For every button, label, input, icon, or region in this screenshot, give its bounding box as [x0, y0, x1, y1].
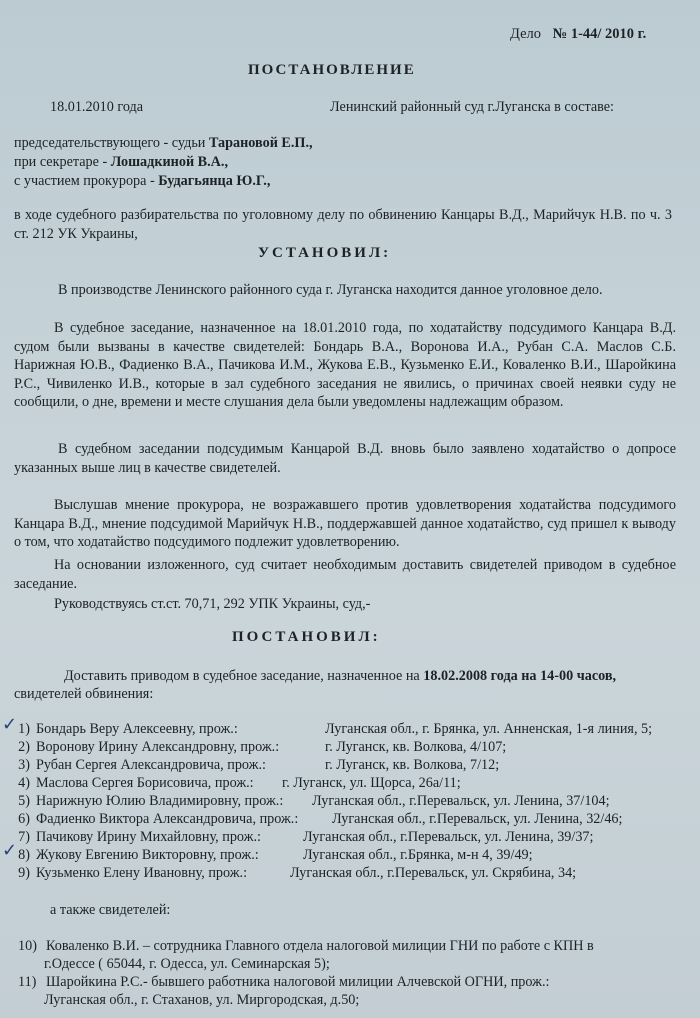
document-date: 18.01.2010 года: [50, 99, 144, 115]
list-item: 3) Рубан Сергея Александровича, прож.: г. Луганск, кв. Волкова, 7/12;: [18, 757, 500, 773]
secretary-name: Лошадкиной В.А.,: [110, 154, 229, 170]
ruling-intro: Доставить приводом в судебное заседание, назначенное на: [64, 668, 420, 684]
handwritten-check-icon: ✓: [2, 840, 18, 861]
prosecutor-name: Будагьянца Ю.Г.,: [158, 173, 271, 189]
list-item: 6) Фадиенко Виктора Александровича, прож.: Луганская обл., г.Перевальск, ул. Ленина, 32/46;: [18, 811, 623, 827]
list-item: 9) Кузьменко Елену Ивановну, прож.: Луганская обл., г.Перевальск, ул. Скрябина, 34;: [18, 865, 577, 881]
ruling-line-2: свидетелей обвинения:: [14, 686, 154, 702]
list-item: 2) Воронову Ирину Александровну, прож.: г. Луганск, кв. Волкова, 4/107;: [18, 739, 507, 755]
also-label: а также свидетелей:: [50, 902, 171, 918]
prosecutor-prefix: с участием прокурора -: [14, 173, 155, 189]
list-item-continuation: Луганская обл., г. Стаханов, ул. Миргородская, д.50;: [44, 992, 360, 1008]
established-heading: УСТАНОВИЛ:: [258, 245, 392, 261]
handwritten-check-icon: ✓: [2, 714, 18, 735]
list-item: 7) Пачикову Ирину Михайловну, прож.: Луганская обл., г.Перевальск, ул. Ленина, 39/37;: [18, 829, 594, 845]
case-label: Дело: [510, 26, 541, 42]
ruling-line-1: [64, 668, 616, 685]
paragraph-6: Руководствуясь ст.ст. 70,71, 292 УПК Украины, суд,-: [54, 596, 371, 612]
paragraph-4: [14, 496, 676, 552]
list-item: 4) Маслова Сергея Борисовича, прож.: г. Луганск, ул. Щорса, 26а/11;: [18, 775, 461, 791]
paragraph-2: [14, 319, 676, 412]
document-title: ПОСТАНОВЛЕНИЕ: [248, 62, 416, 78]
ruled-heading: ПОСТАНОВИЛ:: [232, 629, 381, 645]
secretary-line: [14, 154, 228, 171]
paragraph-4-text: Выслушав мнение прокурора, не возражавшего против удовлетворения ходатайства подсудимого Канцара В.Д., мнение подсудимой Марийчук Н.В., поддержавшей данное ходатайство, суд пришел к выводу о том, что ходатайство подсудимого подлежит удовлетворению.: [14, 497, 676, 551]
list-item: 1) Бондарь Веру Алексеевну, прож.: Луганская обл., г. Брянка, ул. Анненская, 1-я линия, 5;: [18, 721, 653, 737]
list-item: 8) Жукову Евгению Викторовну, прож.: Луганская обл., г.Брянка, м-н 4, 39/49;: [18, 847, 533, 863]
paragraph-2-text: В судебное заседание, назначенное на 18.01.2010 года, по ходатайству подсудимого Канцара В.Д. судом были вызваны в качестве свидетелей: Бондарь В.А., Воронова И.А., Рубан С.А. Маслов С.Б. Нарижная Ю.В., Фадиенко В.А., Пачикова И.М., Жукова Е.В., Кузьменко Е.И., Коваленко В.И., Шаройкина Р.С., Чивиленко И.В., которые в зал судебного заседания не явились, о причинах своей неявки суду не сообщили, о дне, времени и месте слушания дела были уведомлены надлежащим образом.: [14, 320, 676, 411]
paragraph-1: В производстве Ленинского районного суда г. Луганска находится данное уголовное дело.: [58, 282, 603, 298]
case-number: № 1-44/ 2010 г.: [552, 26, 647, 42]
paragraph-3: [14, 440, 676, 477]
case-header: [510, 26, 646, 43]
court-name: Ленинский районный суд г.Луганска в составе:: [330, 99, 614, 115]
judge-prefix: председательствующего - судьи: [14, 135, 206, 151]
ruling-datetime: 18.02.2008 года на 14-00 часов,: [423, 668, 617, 684]
judge-name: Тарановой Е.П.,: [208, 135, 313, 151]
paragraph-5: [14, 556, 676, 593]
prosecutor-line: [14, 173, 270, 190]
paragraph-3-text: В судебном заседании подсудимым Канцарой В.Д. вновь было заявлено ходатайство о допросе указанных выше лиц в качестве свидетелей.: [14, 441, 676, 476]
secretary-prefix: при секретаре -: [14, 154, 108, 170]
judge-line: [14, 135, 313, 152]
paragraph-5-text: На основании изложенного, суд считает необходимым доставить свидетелей приводом в судебное заседание.: [14, 557, 676, 592]
list-item: 5) Нарижную Юлию Владимировну, прож.: Луганская обл., г.Перевальск, ул. Ленина, 37/104;: [18, 793, 610, 809]
list-item: 11) Шаройкина Р.С.- бывшего работника налоговой милиции Алчевской ОГНИ, прож.:: [18, 974, 550, 990]
list-item: 10) Коваленко В.И. – сотрудника Главного отдела налоговой милиции ГНИ по работе с КПН в: [18, 938, 594, 954]
proceeding-text: в ходе судебного разбирательства по уголовному делу по обвинению Канцары В.Д., Марийчук Н.В. по ч. 3 ст. 212 УК Украины,: [14, 207, 672, 242]
list-item-continuation: г.Одессе ( 65044, г. Одесса, ул. Семинарская 5);: [44, 956, 330, 972]
